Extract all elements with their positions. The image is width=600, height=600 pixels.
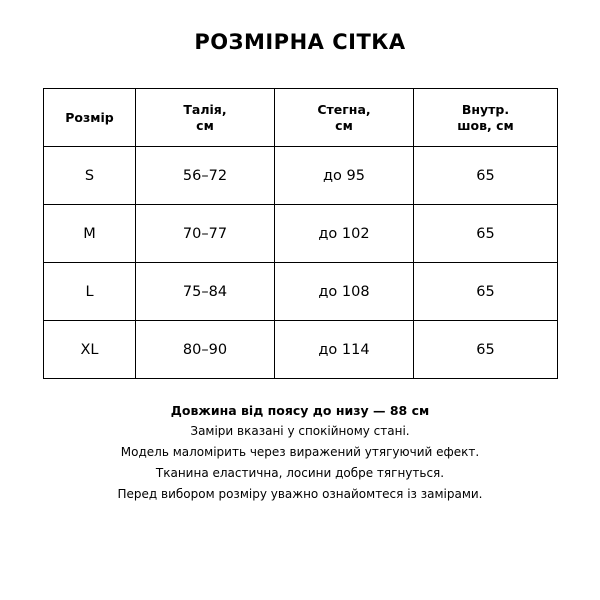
- header-inseam: [414, 89, 558, 147]
- header-hips-label: Стегна,: [317, 101, 371, 117]
- cell-hips: до 108: [275, 263, 414, 321]
- table-row: [44, 205, 558, 263]
- cell-waist: 70–77: [136, 205, 275, 263]
- cell-hips: до 102: [275, 205, 414, 263]
- page-title: РОЗМІРНА СІТКА: [194, 30, 406, 54]
- size-notes: [0, 400, 600, 505]
- cell-waist: 80–90: [136, 321, 275, 379]
- note-line: Заміри вказані у спокійному стані.: [190, 424, 410, 438]
- cell-inseam: 65: [414, 147, 558, 205]
- table-row: [44, 321, 558, 379]
- header-hips: [275, 89, 414, 147]
- cell-hips: до 114: [275, 321, 414, 379]
- header-waist-unit: см: [196, 117, 214, 133]
- cell-size: S: [44, 147, 136, 205]
- size-chart-table: [43, 88, 558, 379]
- header-waist: [136, 89, 275, 147]
- note-line: Перед вибором розміру уважно ознайомтеся із замірами.: [117, 487, 483, 501]
- header-waist-label: Талія,: [183, 101, 227, 117]
- note-line: Тканина еластична, лосини добре тягнуться.: [155, 466, 445, 480]
- header-inseam-label: Внутр.: [461, 101, 510, 117]
- cell-waist: 75–84: [136, 263, 275, 321]
- length-note: Довжина від поясу до низу — 88 см: [170, 403, 430, 418]
- header-size-label: Розмір: [65, 109, 114, 125]
- table-row: [44, 147, 558, 205]
- table-header-row: [44, 89, 558, 147]
- header-inseam-unit: шов, см: [457, 117, 514, 133]
- note-line: Модель маломірить через виражений утягуючий ефект.: [120, 445, 480, 459]
- cell-waist: 56–72: [136, 147, 275, 205]
- cell-size: L: [44, 263, 136, 321]
- cell-inseam: 65: [414, 205, 558, 263]
- table-row: [44, 263, 558, 321]
- cell-size: M: [44, 205, 136, 263]
- cell-hips: до 95: [275, 147, 414, 205]
- cell-inseam: 65: [414, 321, 558, 379]
- cell-size: XL: [44, 321, 136, 379]
- cell-inseam: 65: [414, 263, 558, 321]
- header-hips-unit: см: [335, 117, 353, 133]
- header-size: [44, 89, 136, 147]
